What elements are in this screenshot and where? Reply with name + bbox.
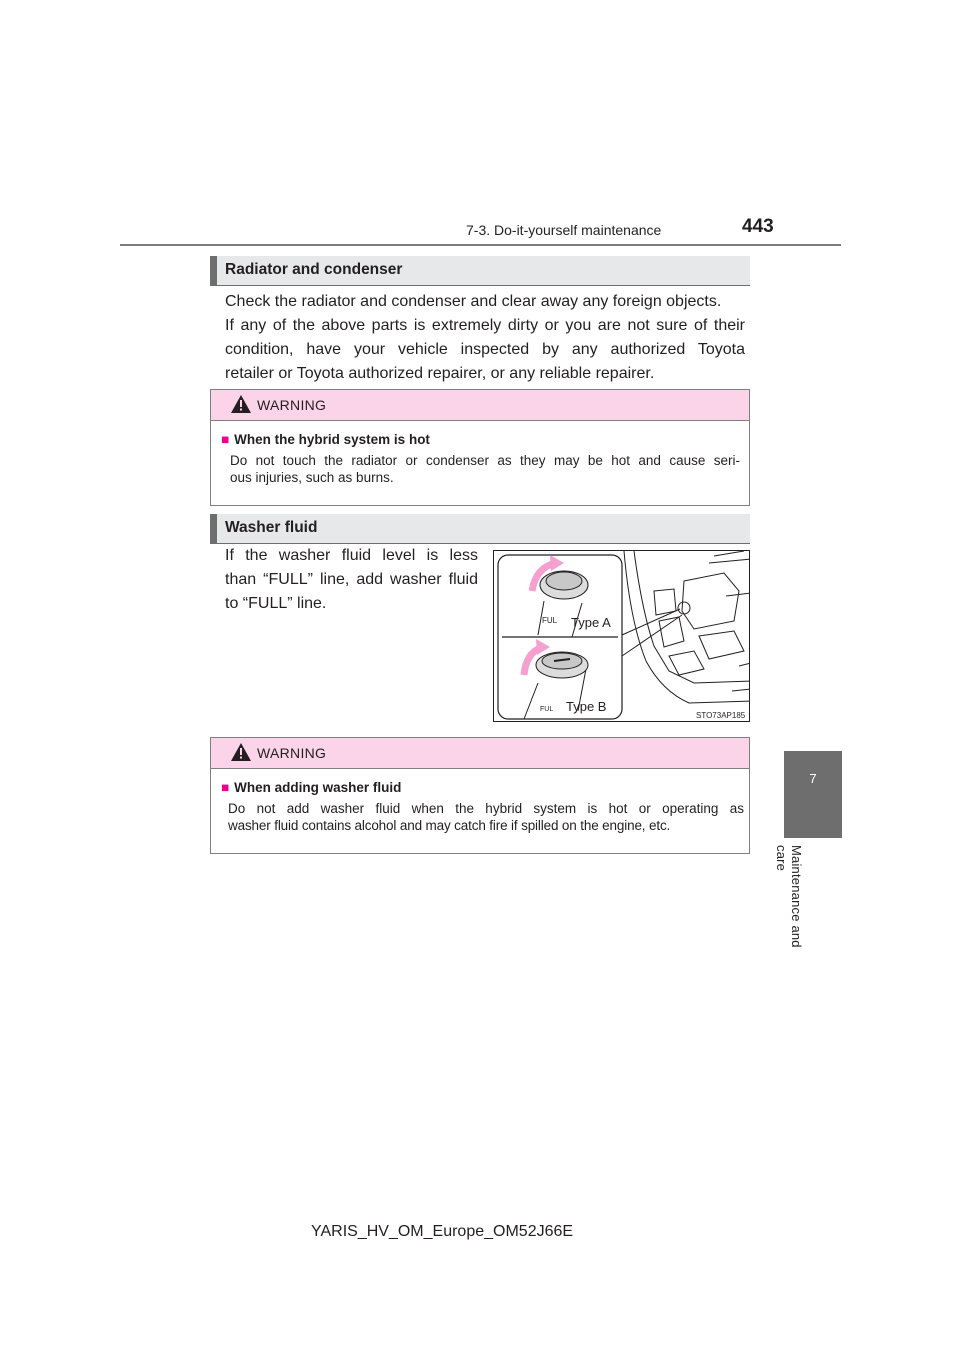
washer-cap-drawing — [494, 551, 750, 722]
warning-line-2: washer fluid contains alcohol and may catch fire if spilled on the engine, etc. — [228, 818, 671, 833]
heading-bar — [210, 256, 217, 285]
svg-text:FUL: FUL — [542, 616, 558, 625]
warning-title: WARNING — [257, 745, 327, 761]
document-footer: YARIS_HV_OM_Europe_OM52J66E — [311, 1223, 574, 1240]
washer-heading-text: Washer fluid — [225, 519, 318, 536]
chapter-title: Maintenance and care — [774, 845, 804, 948]
radiator-line-1: Check the radiator and condenser and clear away any foreign objects. — [225, 293, 722, 310]
warning-subheading-text: When adding washer fluid — [234, 780, 402, 795]
header-rule — [120, 244, 841, 246]
warning-box-washer-fluid — [210, 737, 750, 854]
heading-bar — [210, 514, 217, 543]
warning-header — [211, 390, 749, 421]
radiator-heading — [210, 256, 750, 286]
washer-heading — [210, 514, 750, 544]
svg-text:FUL: FUL — [540, 706, 554, 713]
type-b-label: Type B — [566, 699, 607, 714]
radiator-line-4: retailer or Toyota authorized repairer, or any reliable repairer. — [225, 365, 655, 382]
warning-line-1: Do not add washer fluid when the hybrid system is hot or operating as — [228, 801, 744, 816]
section-title: 7-3. Do-it-yourself maintenance — [466, 222, 662, 238]
radiator-heading-text: Radiator and condenser — [225, 261, 403, 278]
warning-triangle-icon — [231, 743, 251, 761]
washer-line-1: If the washer fluid level is less — [225, 547, 478, 564]
radiator-line-3: condition, have your vehicle inspected by any authorized Toyota — [225, 341, 745, 358]
warning-subheading — [221, 780, 401, 795]
warning-header — [211, 738, 749, 769]
washer-cap-illustration — [493, 550, 750, 722]
warning-triangle-icon — [231, 395, 251, 413]
warning-line-2: ous injuries, such as burns. — [230, 470, 394, 485]
warning-line-1: Do not touch the radiator or condenser as they may be hot and cause seri- — [230, 453, 740, 468]
washer-line-3: to “FULL” line. — [225, 595, 327, 612]
warning-title: WARNING — [257, 397, 327, 413]
radiator-paragraph — [225, 290, 745, 386]
radiator-line-2: If any of the above parts is extremely dirty or you are not sure of their — [225, 317, 745, 334]
type-a-label: Type A — [571, 615, 611, 630]
chapter-number: 7 — [809, 771, 817, 786]
square-bullet-icon: ■ — [221, 780, 230, 795]
warning-subheading — [221, 432, 430, 447]
square-bullet-icon: ■ — [221, 432, 230, 447]
washer-line-2: than “FULL” line, add washer fluid — [225, 571, 478, 588]
warning-box-hybrid-hot — [210, 389, 750, 506]
warning-subheading-text: When the hybrid system is hot — [234, 432, 430, 447]
washer-paragraph — [225, 544, 478, 616]
warning-text — [228, 800, 744, 834]
chapter-tab — [784, 751, 842, 838]
illustration-code: STO73AP185 — [696, 711, 746, 720]
page-number: 443 — [742, 216, 774, 237]
warning-text — [230, 452, 740, 486]
